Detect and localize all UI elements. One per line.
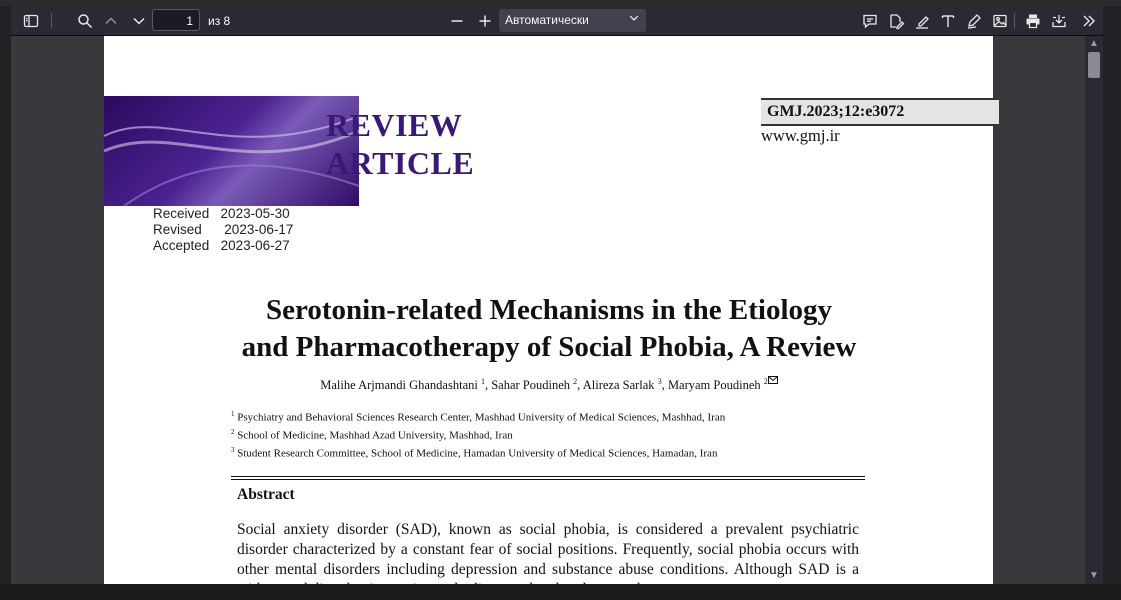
received-label: Received: [153, 206, 210, 221]
author-affiliation-mark: 3: [657, 376, 662, 386]
pdf-viewer: [11, 6, 1103, 584]
plus-icon[interactable]: [474, 10, 496, 32]
toolbar-separator: [1014, 13, 1015, 29]
background-window-right: [1103, 6, 1121, 600]
envelope-icon: [768, 378, 778, 392]
section-divider: [231, 479, 865, 480]
author-name: Maryam Poudineh: [667, 378, 761, 392]
affiliation-item: [231, 407, 725, 425]
image-icon[interactable]: [989, 10, 1011, 32]
abstract-heading: Abstract: [237, 486, 295, 503]
zoom-select[interactable]: [499, 9, 646, 32]
received-date: 2023-05-30: [220, 206, 290, 221]
chevron-down-icon: [628, 9, 640, 32]
affiliation-text: Psychiatry and Behavioral Sciences Research Center, Mashhad University of Medical Sciences, Mashhad, Iran: [237, 411, 726, 424]
sidebar-toggle-icon[interactable]: [20, 10, 42, 32]
affiliation-number: 2: [231, 428, 235, 437]
signature-icon[interactable]: [885, 10, 907, 32]
affiliation-text: Student Research Committee, School of Medicine, Hamadan University of Medical Sciences, Hamadan, Iran: [237, 447, 718, 460]
scroll-up-icon[interactable]: ▲: [1089, 38, 1099, 49]
print-icon[interactable]: [1022, 10, 1044, 32]
draw-icon[interactable]: [963, 10, 985, 32]
vertical-scrollbar[interactable]: [1085, 36, 1103, 584]
author-name: Malihe Arjmandi Ghandashtani: [320, 378, 478, 392]
background-window-left: [0, 6, 11, 600]
journal-url[interactable]: www.gmj.ir: [761, 126, 840, 145]
affiliations: [231, 407, 725, 461]
zoom-select-value: Автоматически: [505, 13, 589, 27]
banner-swoosh-graphic: [104, 96, 359, 206]
author-name: Sahar Poudineh: [491, 378, 571, 392]
highlight-icon[interactable]: [911, 10, 933, 32]
abstract-text: Social anxiety disorder (SAD), known as social phobia, is considered a prevalent psychiatric disorder characterized by a constant fear of social positions. Frequently, social phobia occurs with other mental disorders including depression and substance abuse conditions. Although SAD is a: [237, 521, 859, 578]
title-line-2: and Pharmacotherapy of Social Phobia, A Review: [241, 331, 857, 363]
save-icon[interactable]: [1048, 10, 1070, 32]
affiliation-text: School of Medicine, Mashhad Azad University, Mashhad, Iran: [237, 429, 513, 442]
pdf-page: [104, 36, 993, 584]
revised-row: [153, 222, 293, 238]
revised-label: Revised: [153, 222, 202, 237]
accepted-row: [153, 238, 293, 254]
affiliation-item: [231, 425, 725, 443]
paper-title: [214, 292, 884, 366]
review-article-heading: [326, 106, 474, 182]
chevron-up-icon[interactable]: [100, 10, 122, 32]
affiliation-item: [231, 443, 725, 461]
accepted-date: 2023-06-27: [220, 238, 290, 253]
accepted-label: Accepted: [153, 238, 210, 253]
journal-id: GMJ.2023;12:e3072: [761, 98, 999, 126]
affiliation-number: 3: [231, 446, 235, 455]
banner-word-review: REVIEW: [326, 107, 463, 143]
affiliation-number: 1: [231, 410, 235, 418]
title-line-1: Serotonin-related Mechanisms in the Etiology: [265, 294, 833, 326]
received-row: [153, 206, 293, 222]
toolbar-separator: [51, 13, 52, 29]
text-icon[interactable]: [937, 10, 959, 32]
revised-date: 2023-06-17: [224, 222, 294, 237]
comment-icon[interactable]: [859, 10, 881, 32]
search-icon[interactable]: [74, 10, 96, 32]
author-affiliation-mark: 2: [763, 376, 768, 386]
minus-icon[interactable]: [446, 10, 468, 32]
pdf-toolbar: [11, 6, 1103, 36]
page-number-input[interactable]: 1: [152, 9, 200, 31]
section-divider: [231, 476, 865, 477]
review-article-banner: [104, 96, 359, 206]
scroll-down-icon[interactable]: ▼: [1089, 570, 1099, 581]
more-tools-icon[interactable]: [1078, 10, 1100, 32]
author-list: Malihe Arjmandi Ghandashtani $^1$, Sahar Poudineh $^2$, Alireza Sarlak $^3$, Maryam Poudineh $^2$: [214, 376, 884, 393]
banner-word-article: ARTICLE: [326, 145, 475, 181]
submission-dates: [153, 206, 293, 254]
page-count: из 8: [208, 14, 231, 28]
background-window-bottom: [0, 584, 1121, 600]
author-affiliation-mark: 2: [573, 376, 578, 386]
author-affiliation-mark: 1: [480, 376, 485, 386]
scroll-thumb[interactable]: [1088, 52, 1100, 78]
author-name: Alireza Sarlak: [582, 378, 655, 392]
chevron-down-icon[interactable]: [128, 10, 150, 32]
